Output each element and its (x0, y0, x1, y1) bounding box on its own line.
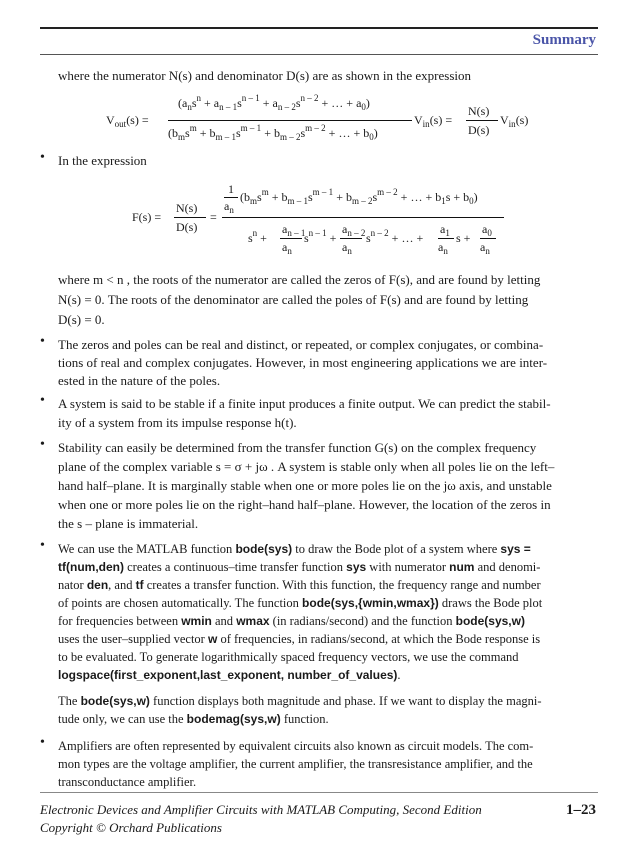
footer-book-title: Electronic Devices and Amplifier Circuits with MATLAB Computing, Second Edition (40, 802, 482, 817)
bullet2-text: In the expression (58, 153, 147, 168)
eq2-den-bar3 (438, 238, 454, 239)
bullet-gs-line-3: hand half–plane. It is marginally stable when one or more poles lie on the jω axis, and unstable (58, 478, 552, 493)
amp-line-2: mon types are the voltage amplifier, the current amplifier, the transresistance amplifier, and the (58, 757, 533, 771)
eq1-small-bar (466, 120, 498, 121)
matlab-line-2: tf(num,den) creates a continuous–time transfer function sys with numerator num and denomi- (58, 560, 541, 574)
eq2-den-t3: $a_1$ (440, 222, 450, 238)
bullet-dot: • (40, 334, 45, 349)
eq2-den-s2: $s^{n - 2}$ + … + (366, 228, 424, 245)
eq1-vin: $V_{in}(s)$ = (414, 113, 453, 129)
eq1-frac-den: D(s) (468, 123, 490, 137)
bullet-stable-line-1: A system is said to be stable if a finite input produces a finite output. We can predict the stabil- (58, 396, 551, 411)
eq2-equals: = (210, 210, 217, 224)
bullet-dot: • (40, 393, 45, 408)
amp-line-3: transconductance amplifier. (58, 775, 197, 789)
eq2-den-an4: $a_n$ (480, 240, 490, 256)
eq1-lhs: $V_{out}(s)$ = (106, 113, 149, 129)
bullet-poles-line-1: The zeros and poles can be real and distinct, or repeated, or complex conjugates, or combina- (58, 337, 544, 352)
matlab-line-8: logspace(first_exponent,last_exponent, number_of_values). (58, 668, 401, 682)
eq2-den-s3: s + (456, 231, 471, 245)
eq2-fraction-bar (222, 217, 504, 218)
page-number: 1–23 (566, 802, 596, 818)
bullet-gs-line-4: when one or more poles lie on the right–hand half–plane. However, the location of the zeros in (58, 497, 551, 512)
eq2-denominator: $s^n$ + (248, 228, 267, 245)
eq2-frac-den: D(s) (176, 220, 198, 234)
eq2-den-t1: $a_{n - 1}$ (282, 222, 306, 238)
matlab-line-5: for frequencies between wmin and wmax (in radians/second) and the function bode(sys,w) (58, 614, 525, 628)
eq1-denominator: ($b_ms^m + b_{m - 1}s^{m - 1} + b_{m - 2}s^{m - 2}$ + … + $b_0$) (168, 123, 378, 142)
eq2-den-an3: $a_n$ (438, 240, 448, 256)
matlab-line-1: We can use the MATLAB function bode(sys) to draw the Bode plot of a system where sys = (58, 542, 531, 556)
eq2-one-bar (224, 197, 238, 198)
bullet-poles-line-2: tions of real and complex conjugates. However, in most engineering applications we are inter- (58, 355, 548, 370)
bullet-gs-line-2: plane of the complex variable s = σ + jω . A system is stable only when all poles lie on the left– (58, 459, 555, 474)
eq2-den-t2: $a_{n - 2}$ (342, 222, 366, 238)
eq2-den-bar2 (340, 238, 362, 239)
eq2-den-t4: $a_0$ (482, 222, 492, 238)
matlab-line-6: uses the user–supplied vector w of frequencies, in radians/second, at which the Bode response is (58, 632, 541, 646)
eq2-one: 1 (228, 182, 234, 196)
matlab-line-4: of points are chosen automatically. The function bode(sys,{wmin,wmax}) draws the Bode plot (58, 596, 543, 610)
eq2-den-bar4 (480, 238, 496, 239)
eq2-den-an1: $a_n$ (282, 240, 292, 256)
bullet-gs-line-5: the s – plane is immaterial. (58, 516, 199, 531)
eq2-lhs: F(s) = (132, 210, 162, 224)
eq2-den-bar1 (280, 238, 302, 239)
eq2-frac-num: N(s) (176, 201, 198, 215)
eq1-fraction-bar (168, 120, 412, 121)
matlab-line-3: nator den, and tf creates a transfer function. With this function, the frequency range and number (58, 578, 541, 592)
bullet-dot: • (40, 437, 45, 452)
eq1-frac-num: N(s) (468, 104, 490, 118)
header-rule-thin (40, 54, 598, 55)
eq1-numerator: ($a_ns^n + a_{n - 1}s^{n - 1} + a_{n - 2}s^{n - 2}$ + … + $a_0$) (178, 93, 370, 112)
zeros-line-2: N(s) = 0. The roots of the denominator are called the poles of F(s) and are found by letting (58, 292, 529, 307)
zeros-line-3: D(s) = 0. (58, 312, 105, 327)
eq2-den-an2: $a_n$ (342, 240, 352, 256)
eq2-small-bar (174, 217, 206, 218)
footer-copyright: Copyright © Orchard Publications (40, 820, 222, 835)
eq2-den-s1: $s^{n - 1}$ + (304, 228, 337, 245)
zeros-line-1: where m < n , the roots of the numerator are called the zeros of F(s), and are found by letting (58, 272, 541, 287)
bullet-gs-line-1: Stability can easily be determined from the transfer function G(s) on the complex frequency (58, 440, 537, 455)
matlab-line-7: to be evaluated. To generate logarithmically spaced frequency vectors, we use the command (58, 650, 519, 664)
eq1-tail: $V_{in}(s)$ (500, 113, 529, 129)
eq2-an: $a_n$ (224, 199, 234, 215)
magnitude-line-1: The bode(sys,w) function displays both magnitude and phase. If we want to display the magni- (58, 694, 542, 708)
bullet-dot: • (40, 735, 45, 750)
header-rule (40, 27, 598, 29)
bullet-poles-line-3: ested in the nature of the poles. (58, 373, 221, 388)
bullet-dot: • (40, 538, 45, 553)
eq1-intro: where the numerator N(s) and denominator D(s) are as shown in the expression (58, 68, 471, 83)
footer-rule (40, 792, 598, 793)
amp-line-1: Amplifiers are often represented by equivalent circuits also known as circuit models. The com- (58, 739, 534, 753)
eq2-numerator: ($b_ms^m + b_{m - 1}s^{m - 1} + b_{m - 2}s^{m - 2}$ + … + $b_1s + b_0$) (240, 187, 478, 206)
bullet-stable-line-2: ity of a system from its impulse response h(t). (58, 415, 297, 430)
section-title: Summary (532, 32, 596, 48)
magnitude-line-2: tude only, we can use the bodemag(sys,w) function. (58, 712, 329, 726)
bullet-dot: • (40, 150, 45, 165)
